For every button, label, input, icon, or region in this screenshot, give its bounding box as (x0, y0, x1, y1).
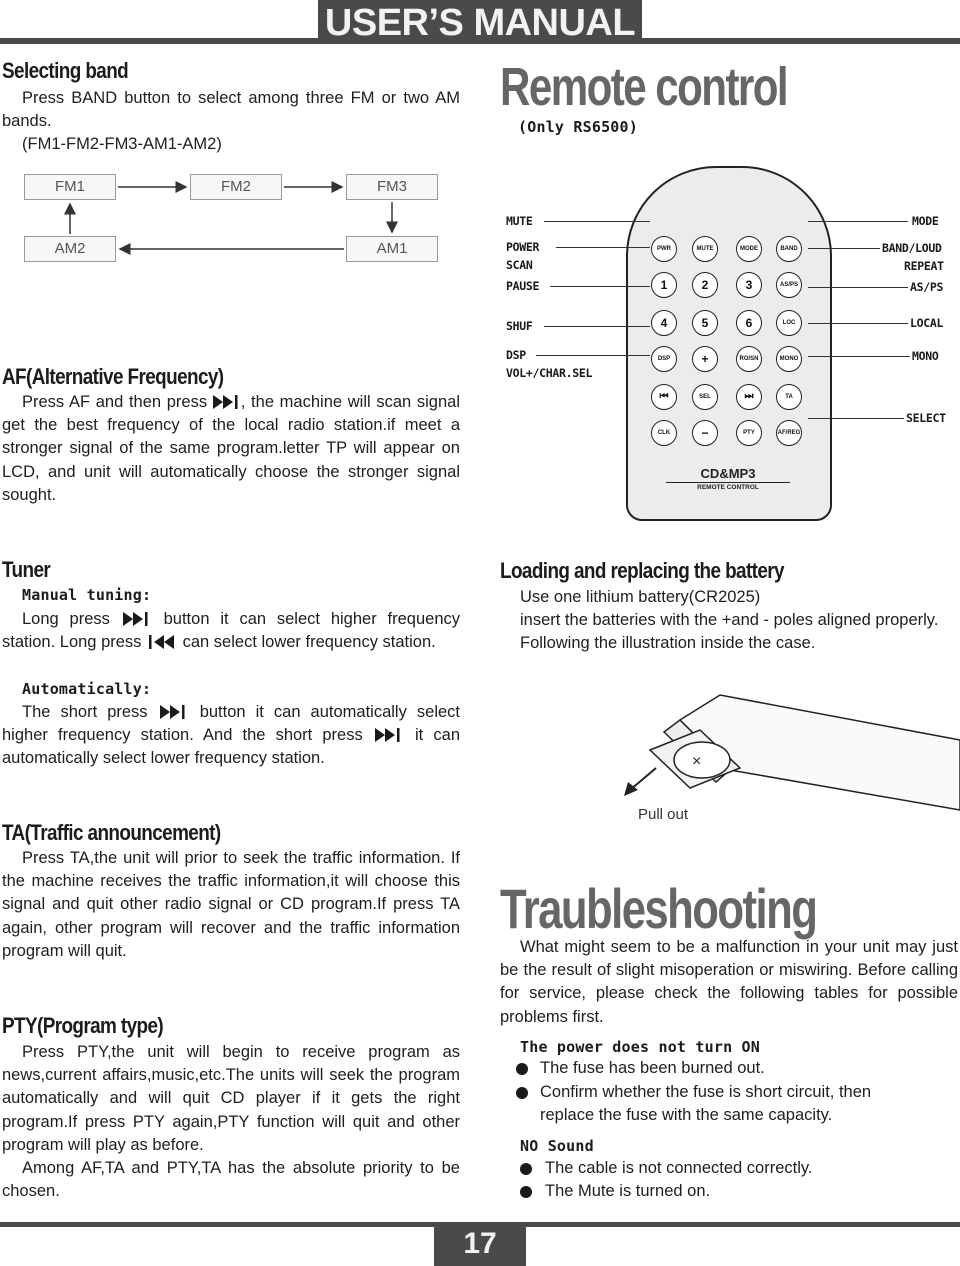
af-text-a: Press AF and then press (22, 393, 208, 411)
battery-line3: Following the illustration inside the case. (520, 634, 816, 653)
manual-text-c: can select lower frequency station. (182, 633, 436, 652)
remote-leader (544, 221, 650, 222)
remote-button-pwr: PWR (651, 236, 677, 262)
band-cycle-diagram (20, 170, 450, 270)
pty-paragraph-1: Press PTY,the unit will begin to receive program as news,current affairs,music,etc.The units will seek the program automatically and will quit CD player if it gets the right program.If press PTY again,PTY function will quit and other program will play as before. (2, 1043, 460, 1154)
remote-label-pause: PAUSE (506, 279, 540, 293)
remote-button-mono: MONO (776, 346, 802, 372)
power-item-1: The fuse has been burned out. (540, 1059, 765, 1077)
remote-button-band: BAND (776, 236, 802, 262)
remote-button-mute: MUTE (692, 236, 718, 262)
band-am1: AM1 (346, 236, 438, 262)
remote-control-subtitle: (Only RS6500) (518, 118, 638, 136)
remote-control-heading: Remote control (500, 57, 788, 117)
remote-leader (808, 221, 908, 222)
remote-button-vol-up: + (692, 346, 718, 372)
troubleshooting-intro (500, 936, 958, 1029)
bullet-icon (520, 1186, 532, 1198)
power-item-2: Confirm whether the fuse is short circuit, then replace the fuse with the same capacity. (540, 1083, 872, 1124)
remote-button-ta: TA (776, 384, 802, 410)
selecting-band-line2: (FM1-FM2-FM3-AM1-AM2) (22, 135, 222, 154)
sound-problem-heading: NO Sound (520, 1137, 594, 1155)
ta-text (2, 847, 460, 963)
page-number: 17 (434, 1222, 526, 1266)
page-footer (0, 1222, 960, 1266)
remote-label-asps: AS/PS (910, 280, 944, 294)
remote-button-vol-down: − (692, 420, 718, 446)
manual-tuning-label: Manual tuning: (22, 586, 152, 604)
bullet-icon (516, 1087, 528, 1099)
remote-label-power: POWER (506, 240, 540, 254)
remote-illustration (498, 160, 958, 530)
remote-button-next: ⏭ (736, 384, 762, 410)
band-arrows (20, 170, 450, 270)
remote-leader (536, 355, 650, 356)
remote-button-clk: CLK (651, 420, 677, 446)
troubleshooting-heading: Traubleshooting (500, 877, 817, 940)
remote-button-loc: LOC (776, 310, 802, 336)
remote-leader (808, 418, 904, 419)
remote-leader (808, 287, 908, 288)
previous-track-icon (146, 635, 178, 649)
remote-button-dsp: DSP (651, 346, 677, 372)
remote-button-3: 3 (736, 272, 762, 298)
battery-illustration (620, 690, 960, 830)
remote-label-band-loud: BAND/LOUD (882, 241, 942, 255)
band-am2: AM2 (24, 236, 116, 262)
band-fm1: FM1 (24, 174, 116, 200)
battery-line1: Use one lithium battery(CR2025) (520, 588, 761, 606)
next-track-icon (121, 612, 153, 626)
automatic-tuning-text (2, 701, 460, 771)
pty-heading: PTY(Program type) (2, 1013, 164, 1038)
remote-label-vol: VOL+/CHAR.SEL (506, 366, 593, 380)
remote-label-mono: MONO (912, 349, 939, 363)
auto-text-b: button it can automatically select higher frequency station. And the short press (2, 703, 460, 745)
remote-button-rosn: RO/SN (736, 346, 762, 372)
manual-text-b: button it can select higher frequency station. Long press (2, 610, 461, 652)
selecting-band-text (2, 87, 460, 157)
remote-label-scan: SCAN (506, 258, 533, 272)
remote-button-sel: SEL (692, 384, 718, 410)
band-fm2: FM2 (190, 174, 282, 200)
next-track-icon (213, 395, 241, 409)
remote-leader (808, 323, 908, 324)
bullet-icon (516, 1063, 528, 1075)
pull-out-label: Pull out (638, 806, 689, 823)
remote-label-dsp: DSP (506, 348, 526, 362)
remote-button-mode: MODE (736, 236, 762, 262)
ta-heading: TA(Traffic announcement) (2, 820, 221, 845)
remote-button-5: 5 (692, 310, 718, 336)
remote-label-local: LOCAL (910, 316, 944, 330)
page-header (0, 0, 960, 50)
af-heading: AF(Alternative Frequency) (2, 364, 224, 389)
manual-tuning-text (2, 608, 460, 654)
tuner-heading: Tuner (2, 557, 51, 582)
remote-leader (808, 356, 910, 357)
remote-button-pty: PTY (736, 420, 762, 446)
remote-button-asps: AS/PS (776, 272, 802, 298)
remote-button-1: 1 (651, 272, 677, 298)
af-text-b: , the machine will scan signal get the best frequency of the local radio station.if meet a stronger signal of the same program.letter TP will appear on LCD, and unit will automatically choose the stronger signal sought. (2, 393, 460, 504)
power-problem-heading: The power does not turn ON (520, 1038, 760, 1056)
remote-label-shuf: SHUF (506, 319, 533, 333)
remote-label-select: SELECT (906, 411, 946, 425)
band-fm3: FM3 (346, 174, 438, 200)
troubleshooting-intro-text: What might seem to be a malfunction in your unit may just be the result of slight misoperation or miswiring. Before calling for service, please check the following tables for possible problems first. (500, 938, 958, 1026)
selecting-band-line1: Press BAND button to select among three FM or two AM bands. (2, 89, 460, 131)
automatic-tuning-label: Automatically: (22, 680, 152, 698)
remote-brand-sub: REMOTE CONTROL (666, 482, 790, 491)
remote-label-mute: MUTE (506, 214, 533, 228)
af-text (2, 391, 460, 507)
next-track-icon (158, 705, 190, 719)
manual-text-a: Long press (22, 610, 110, 628)
remote-button-prev: ⏮ (651, 384, 677, 410)
pty-text (2, 1041, 460, 1203)
next-track-icon (373, 728, 405, 742)
pty-paragraph-2: Among AF,TA and PTY,TA has the absolute priority to be chosen. (2, 1159, 460, 1201)
sound-item-2: The Mute is turned on. (545, 1182, 711, 1200)
ta-paragraph: Press TA,the unit will prior to seek the traffic information. If the machine receives the traffic information,it will choose this signal and quit other radio signal or CD program.If press TA again, other program will recover and the traffic information program will quit. (2, 849, 460, 960)
auto-text-c: it can automatically select lower frequency station. (2, 726, 460, 768)
bullet-icon (520, 1163, 532, 1175)
remote-button-4: 4 (651, 310, 677, 336)
remote-leader (550, 286, 650, 287)
battery-heading: Loading and replacing the battery (500, 558, 784, 583)
remote-leader (544, 326, 650, 327)
svg-text:×: × (692, 753, 702, 770)
manual-title: USER’S MANUAL (318, 0, 642, 44)
remote-label-repeat: REPEAT (904, 259, 944, 273)
remote-button-2: 2 (692, 272, 718, 298)
remote-label-mode: MODE (912, 214, 939, 228)
remote-button-afreg: AF/REG (776, 420, 802, 446)
remote-brand: CD&MP3 (700, 466, 756, 481)
sound-item-1: The cable is not connected correctly. (545, 1159, 813, 1177)
battery-line2: insert the batteries with the +and - poles aligned properly. (520, 611, 939, 630)
selecting-band-heading: Selecting band (2, 58, 129, 83)
auto-text-a: The short press (22, 703, 148, 721)
remote-leader (556, 247, 650, 248)
remote-button-6: 6 (736, 310, 762, 336)
remote-leader (808, 248, 880, 249)
battery-text (500, 586, 958, 656)
